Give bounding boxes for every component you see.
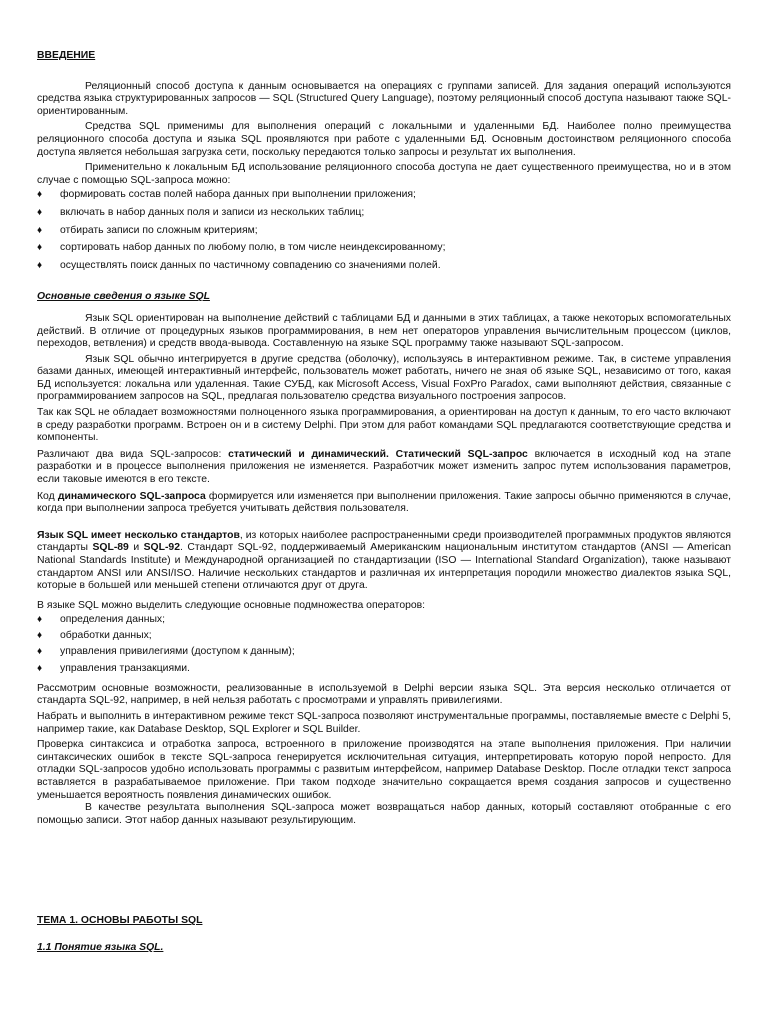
intro-bullet-list [37, 189, 731, 272]
diamond-bullet-icon: ♦ [37, 629, 43, 641]
result-set-paragraph: В качестве результата выполнения SQL-запроса может возвращаться набор данных, который составляют отобранные с его помощью записи. Этот набор данных называют результирующим. [37, 802, 731, 826]
basics-paragraph-1: Язык SQL ориентирован на выполнение действий с таблицами БД и данными в этих таблицах, а также некоторых вспомогательных действий. В отличие от процедурных языков программирования, в нем нет операторов управления вычислительным процессом (циклов, переходов, ветвления) и средств ввода-вывода. Составленную на языке SQL программу также называют SQL-запросом. [37, 312, 731, 350]
query-types-paragraph: Различают два вида SQL-запросов: статический и динамический. Статический SQL-запрос включается в исходный код на этапе разработки и в процессе выполнения приложения не изменяется. Разработчик может изменить запрос путем использования параметров, если таковые имеются в его тексте. [37, 448, 731, 486]
topic-1-subheading: 1.1 Понятие языка SQL. [37, 941, 164, 953]
debugging-paragraph: Проверка синтаксиса и отработка запроса, встроенного в приложение производятся на этапе выполнения приложения. При наличии синтаксических ошибок в тексте SQL-запроса генерируется исключительная ситуация, интерпретировать которую порой непросто. Для отладки SQL-запросов удобно использовать программы с развитым интерфейсом, например Database Desktop. После отладки текст запроса вставляется в разрабатываемое приложение. При таком подходе значительно сокращается время создания запросов и существенно уменьшается вероятность появления динамических ошибок. [37, 739, 731, 801]
diamond-bullet-icon: ♦ [37, 663, 43, 675]
operator-subsets-list [37, 614, 731, 675]
diamond-bullet-icon: ♦ [37, 645, 43, 657]
list-item: ♦ определения данных; [37, 614, 165, 626]
tools-paragraph: Набрать и выполнить в интерактивном режиме текст SQL-запроса позволяют инструментальные программы, поставляемые вместе с Delphi 5, например такие, как Database Desktop, SQL Explorer и SQL Builder. [37, 710, 731, 735]
intro-paragraph-2: Средства SQL применимы для выполнения операций с локальными и удаленными БД. Наиболее полно преимущества реляционного способа доступа и языка SQL проявляются при работе с удаленными БД. Основным достоинством реляционного способа доступа является небольшая загрузка сети, поскольку передаются только запросы и результат их выполнения. [37, 121, 731, 158]
topic-1-heading: ТЕМА 1. ОСНОВЫ РАБОТЫ SQL [37, 915, 203, 927]
diamond-bullet-icon: ♦ [37, 224, 43, 236]
standards-paragraph: Язык SQL имеет несколько стандартов, из которых наиболее распространенными среди производителей программных продуктов являются стандарты SQL-89 и SQL-92. Стандарт SQL-92, поддерживаемый Американским национальным институтом стандартов (ANSI — American National Standards Institute) и Международной организацией по стандартизации (ISO — International Standard Organization), также называют стандартом ANSI или ANSI/ISO. Наличие нескольких стандартов и различная их интерпретация породили множество диалектов языка SQL, которые в большей или меньшей степени отличаются друг от друга. [37, 529, 731, 592]
list-item: ♦ формировать состав полей набора данных при выполнении приложения; [37, 189, 416, 201]
basics-paragraph-3: Так как SQL не обладает возможностями полноценного языка программирования, а ориентирован на доступ к данным, то его часто включают в среду разработки программ. Встроен он и в систему Delphi. При этом для работ командами SQL предлагаются соответствующие средства и компоненты. [37, 407, 731, 444]
intro-paragraph-1: Реляционный способ доступа к данным основывается на операциях с группами записей. Для задания операций используются средства языка структурированных запросов — SQL (Structured Query Language), поэтому реляционный способ доступа называют также SQL-ориентированным. [37, 80, 731, 117]
list-item: ♦ отбирать записи по сложным критериям; [37, 224, 258, 236]
sql-basics-heading: Основные сведения о языке SQL [37, 291, 210, 303]
list-item: ♦ управления транзакциями. [37, 663, 190, 675]
list-item: ♦ управления привилегиями (доступом к данным); [37, 645, 295, 657]
diamond-bullet-icon: ♦ [37, 206, 43, 218]
dynamic-query-paragraph: Код динамического SQL-запроса формируется или изменяется при выполнении приложения. Такие запросы обычно применяются в случае, когда при выполнении запроса требуется учитывать действия пользователя. [37, 490, 732, 515]
diamond-bullet-icon: ♦ [37, 614, 43, 626]
list-item: ♦ сортировать набор данных по любому полю, в том числе неиндексированному; [37, 242, 446, 254]
document-body [37, 0, 731, 954]
list-item: ♦ включать в набор данных поля и записи из нескольких таблиц; [37, 206, 365, 218]
diamond-bullet-icon: ♦ [37, 242, 43, 254]
basics-paragraph-2: Язык SQL обычно интегрируется в другие средства (оболочку), используясь в интерактивном режиме. Так, в системе управления базами данных, имеющей интерактивный интерфейс, пользователь может работать, ничего не зная об языке SQL, независимо от того, какая БД используется: локальна или удаленная. Такие СУБД, как Microsoft Access, Visual FoxPro Paradox, сами выполняют действия, связанные с программированием запросов на SQL, предлагая пользователю средства визуального построения запросов. [37, 353, 731, 403]
diamond-bullet-icon: ♦ [37, 189, 43, 201]
delphi-sql-paragraph: Рассмотрим основные возможности, реализованные в используемой в Delphi версии языка SQL. Эта версия несколько отличается от стандарта SQL-92, например, в ней нельзя работать с просмотрами и управлять привилегиями. [37, 682, 731, 707]
list-item: ♦ обработки данных; [37, 629, 152, 641]
intro-paragraph-3: Применительно к локальным БД использование реляционного способа доступа не дает существенного преимущества, но и в этом случае с помощью SQL-запроса можно: [37, 162, 731, 186]
operator-subsets-paragraph: В языке SQL можно выделить следующие основные подмножества операторов: [37, 599, 426, 611]
list-item: ♦ осуществлять поиск данных по частичному совпадению со значениями полей. [37, 259, 441, 271]
intro-heading: ВВЕДЕНИЕ [37, 50, 96, 61]
diamond-bullet-icon: ♦ [37, 259, 43, 271]
